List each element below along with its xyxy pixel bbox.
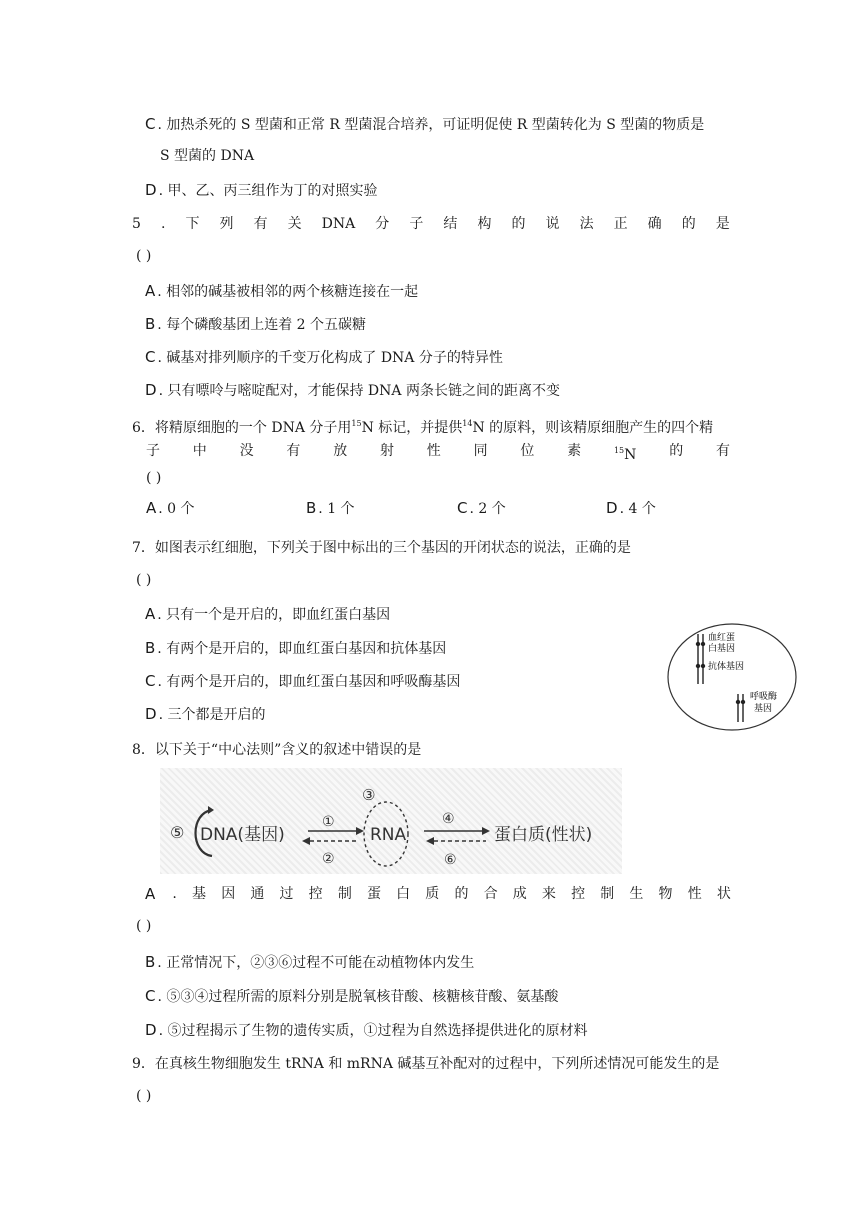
option-letter: C (145, 987, 156, 1005)
option-b (306, 498, 355, 519)
stem-word: 有 (286, 443, 301, 459)
q6-stem-part: 6．将精原细胞的一个 DNA 分子用 (132, 420, 352, 436)
option-letter: B (145, 639, 156, 657)
stem-word: 结 (443, 216, 458, 232)
stem-word: 同 (473, 443, 488, 459)
process-4-label: ④ (442, 811, 455, 827)
gene-mark (696, 664, 700, 668)
stem-word: 过 (279, 886, 294, 902)
option-letter: A (145, 282, 156, 300)
stem-word: 列 (219, 216, 234, 232)
option-letter: A (145, 605, 156, 623)
option-a (145, 604, 390, 625)
option-d (606, 498, 656, 519)
stem-word: 白 (396, 886, 411, 902)
stem-word: 5 (132, 216, 141, 232)
option-letter: B (145, 953, 156, 971)
option-letter: C (145, 115, 156, 133)
q6-stem-part: N 标记，并提供 (361, 420, 463, 436)
stem-word: 成 (512, 886, 527, 902)
gene-label: 抗体基因 (708, 662, 745, 672)
process-5-label: ⑤ (170, 823, 185, 842)
option-letter: A (146, 499, 157, 517)
option-text: . 4 个 (619, 501, 656, 517)
stem-word: 控 (308, 886, 323, 902)
option-a (145, 281, 418, 302)
stem-word: 下 (185, 216, 200, 232)
option-letter: D (606, 499, 618, 517)
gene-mark (696, 642, 700, 646)
arrowhead (302, 837, 310, 845)
option-b (145, 952, 474, 973)
option-text: . ⑤③④过程所需的原料分别是脱氧核苷酸、核糖核苷酸、氨基酸 (157, 989, 559, 1005)
stem-word: 的 (681, 216, 696, 232)
option-letter: A (145, 885, 156, 903)
option-text: . 0 个 (158, 501, 195, 517)
process-2-label: ② (322, 851, 335, 867)
stem-word: 有 (716, 443, 730, 459)
q5-stem (132, 214, 730, 234)
q9-answer-paren: ( ) (136, 1088, 152, 1104)
stem-word: 关 (287, 216, 302, 232)
option-letter: C (145, 348, 156, 366)
option-text: . 有两个是开启的，即血红蛋白基因和呼吸酶基因 (157, 674, 461, 690)
stem-word: 子 (146, 443, 160, 459)
stem-word: 没 (239, 443, 254, 459)
stem-word: 的 (454, 886, 469, 902)
superscript-15: 15 (613, 446, 625, 455)
stem-word: 放 (333, 443, 348, 459)
option-text: . 2 个 (469, 501, 506, 517)
option-d (145, 380, 560, 401)
stem-word: 构 (477, 216, 492, 232)
option-text: . 只有一个是开启的，即血红蛋白基因 (157, 607, 391, 623)
q4-option-c (145, 114, 704, 135)
q9-stem: 9．在真核生物细胞发生 tRNA 和 mRNA 碱基互补配对的过程中，下列所述情况可能发生的是 (132, 1056, 720, 1072)
stem-word: 子 (409, 216, 424, 232)
superscript-14: 14 (462, 419, 473, 428)
stem-word (614, 441, 636, 465)
option-text: . ⑤过程揭示了生物的遗传实质，①过程为自然选择提供进化的原材料 (158, 1023, 588, 1039)
option-letter: B (306, 499, 317, 517)
q6-answer-paren: ( ) (146, 470, 162, 486)
q6-stem-part: N 的原料，则该精原细胞产生的四个精 (472, 420, 714, 436)
q8-answer-paren: ( ) (136, 918, 152, 934)
gene-label: 白基因 (708, 644, 736, 654)
gene-label: 基因 (754, 704, 773, 714)
option-text: . 有两个是开启的，即血红蛋白基因和抗体基因 (157, 641, 447, 657)
central-dogma-figure (160, 768, 622, 874)
stem-word: 状 (716, 886, 731, 902)
stem-word: 合 (483, 886, 498, 902)
stem-word: 控 (571, 886, 586, 902)
stem-word: 射 (379, 443, 394, 459)
option-text: . 碱基对排列顺序的千变万化构成了 DNA 分子的特异性 (157, 350, 503, 366)
stem-word: 蛋 (366, 886, 381, 902)
q6-stem (132, 414, 713, 438)
option-letter: D (145, 181, 157, 199)
stem-word: 生 (629, 886, 644, 902)
option-text: . 加热杀死的 S 型菌和正常 R 型菌混合培养，可证明促使 R 型菌转化为 S 型菌的物质是 (157, 117, 705, 133)
option-c (145, 671, 460, 692)
option-b (145, 638, 446, 659)
stem-word: 法 (579, 216, 594, 232)
stem-word: 因 (221, 886, 236, 902)
option-text: . 1 个 (318, 501, 355, 517)
stem-word: 性 (687, 886, 702, 902)
option-c (145, 347, 503, 368)
isotope-symbol: N (624, 447, 637, 463)
rna-label: RNA (370, 825, 407, 845)
option-letter: B (145, 315, 156, 333)
stem-word: 质 (425, 886, 440, 902)
arrowhead (482, 827, 490, 835)
q5-answer-paren: ( ) (136, 248, 152, 264)
stem-word: 制 (600, 886, 615, 902)
stem-word: 说 (545, 216, 560, 232)
stem-word: 物 (658, 886, 673, 902)
dna-gene-label: DNA(基因) (200, 825, 285, 845)
q8-option-a (145, 884, 731, 904)
option-text: . 每个磷酸基团上连着 2 个五碳糖 (157, 317, 367, 333)
red-cell-figure (666, 622, 798, 732)
gene-mark (736, 700, 740, 704)
q8-stem: 8．以下关于“中心法则”含义的叙述中错误的是 (132, 742, 422, 758)
q4-option-d (145, 180, 377, 201)
stem-word: 的 (511, 216, 526, 232)
stem-word: 正 (613, 216, 628, 232)
q7-stem: 7．如图表示红细胞，下列关于图中标出的三个基因的开闭状态的说法，正确的是 (132, 540, 631, 556)
option-d (145, 704, 265, 725)
option-c (457, 498, 506, 519)
option-a (146, 498, 195, 519)
process-1-label: ① (322, 814, 335, 830)
arrowhead (356, 827, 364, 835)
option-text: . 相邻的碱基被相邻的两个核糖连接在一起 (157, 284, 419, 300)
q4-option-c-cont: S 型菌的 DNA (160, 148, 255, 164)
arrowhead (426, 837, 434, 845)
stem-word: . (172, 886, 177, 902)
arrowhead (208, 806, 214, 814)
stem-word: 位 (520, 443, 535, 459)
gene-mark (701, 642, 705, 646)
option-d (145, 1020, 587, 1041)
option-text: . 正常情况下，②③⑥过程不可能在动植物体内发生 (157, 955, 475, 971)
option-text: . 只有嘌呤与嘧啶配对，才能保持 DNA 两条长链之间的距离不变 (158, 383, 560, 399)
process-3-label: ③ (362, 786, 376, 804)
stem-word: 中 (192, 443, 207, 459)
gene-mark (741, 700, 745, 704)
process-6-label: ⑥ (444, 852, 457, 868)
stem-word: 素 (567, 443, 582, 459)
stem-word: 制 (337, 886, 352, 902)
q7-answer-paren: ( ) (136, 572, 152, 588)
option-letter: C (145, 672, 156, 690)
option-b (145, 314, 366, 335)
stem-word: 分 (375, 216, 390, 232)
superscript-15: 15 (351, 419, 362, 428)
option-letter: D (145, 705, 157, 723)
stem-word: 基 (192, 886, 207, 902)
option-letter: D (145, 381, 157, 399)
stem-word: . (160, 216, 166, 232)
stem-word: DNA (321, 216, 356, 232)
option-letter: C (457, 499, 468, 517)
stem-word: 是 (715, 216, 730, 232)
q6-stem-line2 (146, 441, 730, 465)
protein-trait-label: 蛋白质(性状) (494, 825, 593, 845)
central-dogma-diagram (160, 768, 622, 874)
stem-word: 通 (250, 886, 265, 902)
gene-mark (701, 664, 705, 668)
stem-word: 确 (647, 216, 662, 232)
option-text: . 甲、乙、丙三组作为丁的对照实验 (158, 183, 378, 199)
red-cell-diagram (666, 622, 798, 732)
gene-label: 呼吸酶 (750, 692, 778, 702)
option-c (145, 986, 558, 1007)
option-letter: D (145, 1021, 157, 1039)
stem-word: 的 (669, 443, 684, 459)
stem-word: 来 (541, 886, 556, 902)
gene-label: 血红蛋 (708, 633, 736, 643)
option-text: . 三个都是开启的 (158, 707, 266, 723)
stem-word: 性 (426, 443, 441, 459)
stem-word: 有 (253, 216, 268, 232)
